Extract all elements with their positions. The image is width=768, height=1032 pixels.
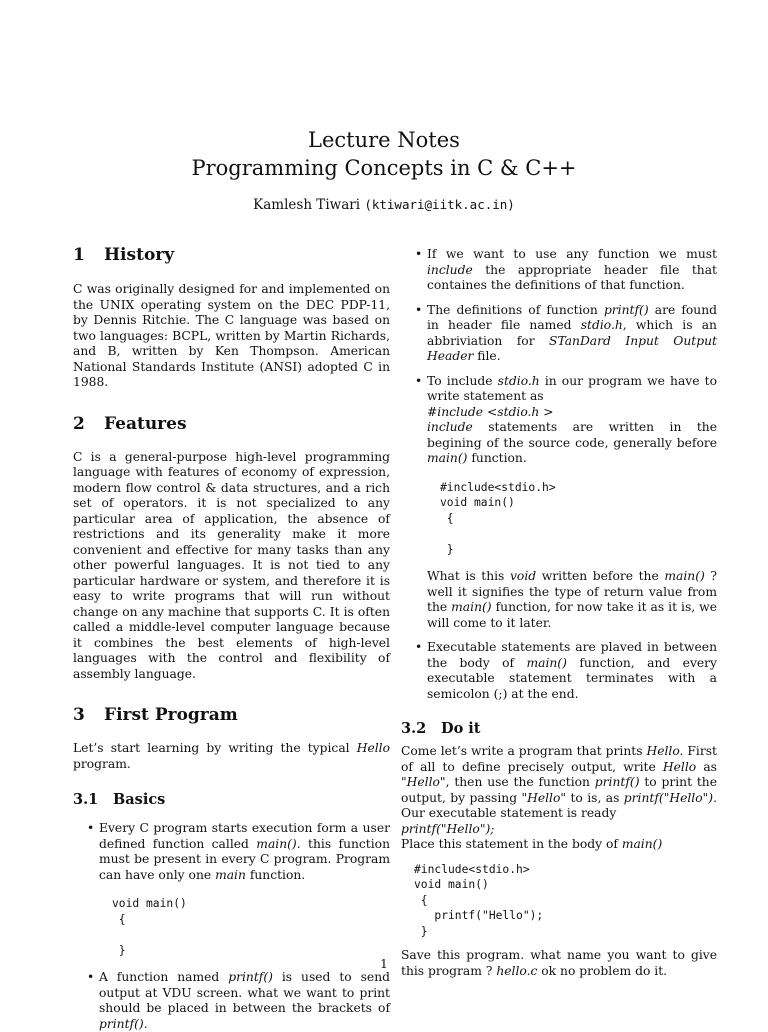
section-number: 1 bbox=[73, 245, 85, 265]
section-heading-features bbox=[73, 413, 390, 435]
section-number: 2 bbox=[73, 413, 85, 434]
text-run: is used to send output at VDU screen. what we want to print should be placed in between the brackets of bbox=[99, 970, 390, 1015]
text-run-italic: "Hello" bbox=[521, 790, 567, 805]
list-item bbox=[401, 640, 717, 702]
text-run-italic: printf() bbox=[603, 302, 649, 317]
bullet-icon: • bbox=[87, 821, 95, 835]
text-run: First of all to define precisely output, write bbox=[401, 744, 717, 774]
text-run-italic: stdio.h bbox=[580, 318, 623, 332]
subsection-number: 3.1 bbox=[73, 791, 99, 808]
bullet-icon: • bbox=[415, 302, 423, 317]
text-run: Let’s start learning by writing the typical bbox=[73, 741, 357, 755]
text-run-italic: stdio.h bbox=[497, 373, 540, 388]
text-run-italic: printf() bbox=[594, 775, 640, 789]
first-program-intro bbox=[73, 741, 390, 772]
author-name: Kamlesh Tiwari bbox=[253, 197, 361, 213]
text-run: statements are written in the begining of the source code, generally before bbox=[427, 420, 717, 450]
right-column bbox=[401, 247, 717, 979]
text-run: written before the bbox=[536, 569, 665, 583]
text-run: file. bbox=[473, 349, 501, 363]
section-heading-history bbox=[73, 244, 390, 266]
text-run: Place this statement in the body of bbox=[401, 837, 622, 851]
left-column bbox=[73, 244, 390, 1032]
section-number: 3 bbox=[73, 705, 85, 725]
text-run: The definitions of function bbox=[427, 302, 604, 317]
list-item bbox=[401, 374, 717, 632]
document-subtitle: Programming Concepts in C & C++ bbox=[191, 156, 577, 180]
text-run: function, for now take it as it is, we will come to it later. bbox=[427, 600, 717, 630]
list-item bbox=[73, 970, 390, 1032]
text-run-italic: main() bbox=[621, 837, 663, 851]
history-paragraph: C was originally designed for and implemented on the UNIX operating system on the DEC PDP-11, by Dennis Ritchie. The C language was based on two languages: BCPL, written by Martin Richards, and B, written by Ken Thompson. American National Standards Institute (ANSI) adopted C in 1988. bbox=[73, 282, 390, 389]
executable-statement: printf("Hello"); bbox=[401, 821, 495, 836]
text-run-italic: main bbox=[215, 867, 246, 882]
text-run-italic: main() bbox=[526, 655, 567, 670]
text-run: function. bbox=[467, 451, 527, 465]
bullet-icon: • bbox=[415, 640, 423, 654]
text-run-italic: printf(). bbox=[99, 1016, 148, 1031]
text-run-italic: main() bbox=[427, 451, 468, 465]
text-run-italic: printf("Hello"). bbox=[623, 790, 717, 805]
text-run: program. bbox=[73, 756, 131, 771]
text-run-italic: hello.c bbox=[496, 963, 538, 978]
text-run-italic: printf() bbox=[228, 970, 273, 984]
text-run: to print the output, by passing bbox=[401, 775, 717, 805]
code-block: void main() { } bbox=[112, 897, 187, 957]
text-run-italic: Hello. bbox=[646, 744, 684, 758]
author-line bbox=[0, 197, 768, 213]
text-run: function, and every executable statement terminates with a semicolon (;) at the end. bbox=[427, 655, 717, 701]
subsection-title: Do it bbox=[441, 720, 481, 737]
code-block: #include<stdio.h> void main() { printf("Hello"); } bbox=[414, 862, 544, 938]
text-run: ok no problem do it. bbox=[537, 963, 668, 978]
text-run-italic: include bbox=[427, 262, 473, 277]
features-paragraph: C is a general-purpose high-level programming language with features of economy of expression, modern flow control & data structures, and a rich set of operators. it is not specialized to any particular area of application, the absence of restrictions and its generality make it more convenient and effective for many tasks than any other powerful languages. It is not tied to any particular hardware or system, and therefore it is easy to write programs that will run without change on any machine that supports C. It is often called a middle-level computer language because it combines the best elements of high-level languages with the control and flexibility of assembly language. bbox=[73, 449, 390, 681]
text-run: Every C program starts execution form a user defined function called bbox=[99, 821, 390, 851]
text-run: A function named bbox=[99, 970, 229, 984]
text-run: Our executable statement is ready bbox=[401, 806, 617, 820]
text-run-italic: main() bbox=[451, 600, 492, 614]
author-email: (ktiwari@iitk.ac.in) bbox=[364, 197, 515, 212]
text-run: to is, as bbox=[566, 790, 624, 805]
title-block bbox=[0, 126, 768, 213]
text-run-italic: void bbox=[509, 569, 537, 583]
text-run: as bbox=[696, 759, 717, 774]
text-run: ? well it signifies the type of return value from the bbox=[427, 569, 717, 614]
list-item bbox=[401, 247, 717, 294]
subsection-number: 3.2 bbox=[401, 720, 427, 737]
bullet-icon: • bbox=[87, 970, 95, 984]
text-run-italic: Hello bbox=[356, 741, 390, 755]
text-run: are found in header file named bbox=[427, 302, 717, 332]
section-title: First Program bbox=[104, 705, 238, 725]
text-run: , which is an abbriviation for bbox=[427, 318, 717, 348]
code-block: #include<stdio.h> void main() { } bbox=[440, 480, 556, 556]
bullet-icon: • bbox=[415, 373, 423, 388]
text-run-italic: include bbox=[427, 420, 473, 434]
basics-bullet-list bbox=[73, 821, 390, 1032]
text-run-italic: Hello bbox=[662, 759, 697, 774]
text-run-italic: main() bbox=[664, 569, 705, 583]
text-run: What is this bbox=[427, 569, 510, 583]
section-heading-first-program bbox=[73, 704, 390, 726]
text-run: , then use the function bbox=[445, 775, 595, 789]
subsection-heading-basics bbox=[73, 790, 390, 810]
text-run: in our program we have to write statement as bbox=[427, 373, 717, 403]
section-title: History bbox=[104, 245, 175, 265]
list-item bbox=[73, 821, 390, 958]
section-title: Features bbox=[104, 413, 187, 434]
text-run-italic: "Hello" bbox=[401, 775, 446, 789]
include-statement: #include <stdio.h > bbox=[427, 404, 554, 419]
text-run: Save this program. what name you want to give this program ? bbox=[401, 948, 717, 978]
bullet-icon: • bbox=[415, 247, 423, 261]
right-bullet-list bbox=[401, 247, 717, 702]
list-item bbox=[401, 303, 717, 365]
text-run-italic: main(). bbox=[256, 836, 301, 851]
text-run: Executable statements are plaved in between the body of bbox=[427, 640, 717, 670]
page-number: 1 bbox=[380, 957, 388, 971]
text-run: If we want to use any function we must bbox=[427, 247, 717, 261]
text-run: To include bbox=[427, 373, 498, 388]
text-run: Come let’s write a program that prints bbox=[401, 744, 647, 758]
subsection-title: Basics bbox=[113, 791, 166, 808]
text-run: this function must be present in every C program. Program can have only one bbox=[99, 836, 390, 882]
do-it-paragraph bbox=[401, 744, 717, 853]
text-run: function. bbox=[245, 867, 306, 882]
text-run-italic: STanDard Input Output Header bbox=[427, 333, 717, 363]
subsection-heading-do-it bbox=[401, 719, 717, 739]
document-title: Lecture Notes bbox=[308, 128, 460, 152]
text-run: the appropriate header file that containes the definitions of that function. bbox=[427, 262, 717, 292]
